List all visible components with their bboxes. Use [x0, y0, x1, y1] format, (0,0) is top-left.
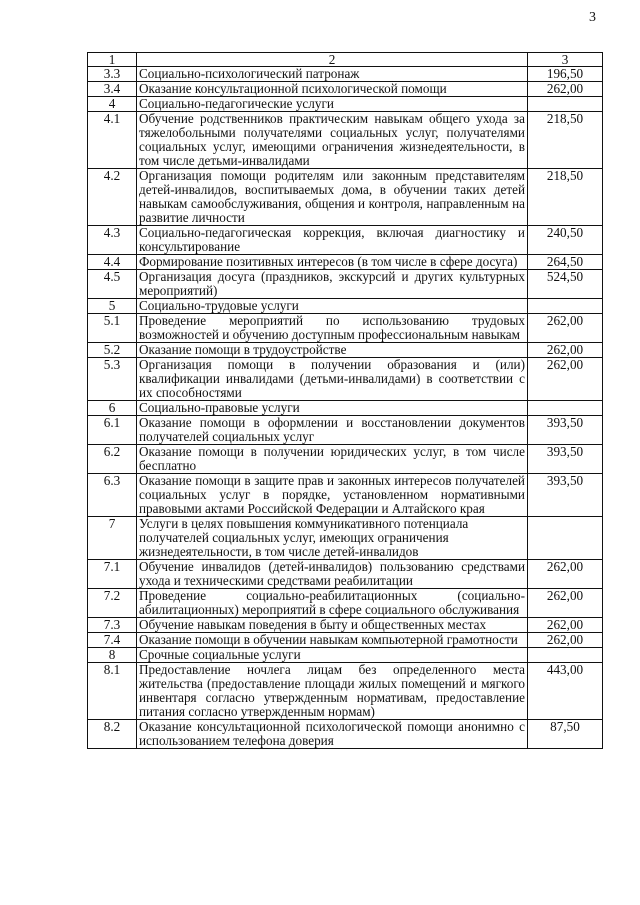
- row-price: 262,00: [528, 633, 603, 648]
- services-price-table: [87, 52, 603, 749]
- row-number: 8: [88, 648, 137, 663]
- row-service-name: Предоставление ночлега лицам без определенного места жительства (предоставление площади жилых помещений и мягкого инвентаря согласно утвержденным нормативам, предоставление питания согласно утвержденным нормам): [137, 663, 528, 720]
- row-price: 393,50: [528, 445, 603, 474]
- table-header-row: [88, 53, 603, 67]
- column-header-number: 1: [88, 53, 137, 67]
- table-row: [88, 474, 603, 517]
- row-number: 7.2: [88, 589, 137, 618]
- table-row: [88, 67, 603, 82]
- row-number: 6.3: [88, 474, 137, 517]
- row-service-name: Социально-педагогическая коррекция, включая диагностику и консультирование: [137, 226, 528, 255]
- row-price: 218,50: [528, 169, 603, 226]
- table-section-row: [88, 299, 603, 314]
- row-price: [528, 401, 603, 416]
- row-price: 240,50: [528, 226, 603, 255]
- table-section-row: [88, 97, 603, 112]
- row-price: 393,50: [528, 416, 603, 445]
- row-service-name: Социально-правовые услуги: [137, 401, 528, 416]
- row-number: 3.3: [88, 67, 137, 82]
- page-number: 3: [589, 10, 596, 25]
- row-number: 3.4: [88, 82, 137, 97]
- table-row: [88, 255, 603, 270]
- row-service-name: Оказание помощи в получении юридических услуг, в том числе бесплатно: [137, 445, 528, 474]
- table-section-row: [88, 401, 603, 416]
- row-number: 4.5: [88, 270, 137, 299]
- row-price: 524,50: [528, 270, 603, 299]
- row-number: 6.1: [88, 416, 137, 445]
- row-price: [528, 517, 603, 560]
- table-row: [88, 560, 603, 589]
- table-row: [88, 343, 603, 358]
- table-row: [88, 82, 603, 97]
- table-row: [88, 358, 603, 401]
- row-service-name: Оказание помощи в трудоустройстве: [137, 343, 528, 358]
- row-number: 4.4: [88, 255, 137, 270]
- table-row: [88, 618, 603, 633]
- table-row: [88, 226, 603, 255]
- row-service-name: Проведение социально-реабилитационных (социально-абилитационных) мероприятий в сфере социального обслуживания: [137, 589, 528, 618]
- row-number: 5.1: [88, 314, 137, 343]
- row-service-name: Обучение инвалидов (детей-инвалидов) пользованию средствами ухода и техническими средствами реабилитации: [137, 560, 528, 589]
- row-number: 6.2: [88, 445, 137, 474]
- row-number: 5.3: [88, 358, 137, 401]
- row-price: 262,00: [528, 82, 603, 97]
- table-row: [88, 314, 603, 343]
- row-service-name: Социально-психологический патронаж: [137, 67, 528, 82]
- row-service-name: Срочные социальные услуги: [137, 648, 528, 663]
- row-price: [528, 299, 603, 314]
- row-price: 262,00: [528, 560, 603, 589]
- row-service-name: Социально-трудовые услуги: [137, 299, 528, 314]
- row-number: 8.2: [88, 720, 137, 749]
- row-service-name: Оказание помощи в защите прав и законных интересов получателей социальных услуг в порядке, установленном нормативными правовыми актами Российской Федерации и Алтайского края: [137, 474, 528, 517]
- row-service-name: Обучение родственников практическим навыкам общего ухода за тяжелобольными получателями социальных услуг, получателями социальных услуг, имеющими ограничения жизнедеятельности, в том числе детьми-инвалидами: [137, 112, 528, 169]
- row-service-name: Оказание консультационной психологической помощи анонимно с использованием телефона доверия: [137, 720, 528, 749]
- table-row: [88, 112, 603, 169]
- column-header-price: 3: [528, 53, 603, 67]
- table-row: [88, 169, 603, 226]
- row-price: 218,50: [528, 112, 603, 169]
- row-service-name: Формирование позитивных интересов (в том числе в сфере досуга): [137, 255, 528, 270]
- row-number: 7: [88, 517, 137, 560]
- row-number: 8.1: [88, 663, 137, 720]
- row-service-name: Услуги в целях повышения коммуникативного потенциала получателей социальных услуг, имеющих ограничения жизнедеятельности, в том числе детей-инвалидов: [137, 517, 528, 560]
- row-number: 5.2: [88, 343, 137, 358]
- table-row: [88, 589, 603, 618]
- table-row: [88, 270, 603, 299]
- row-service-name: Организация помощи родителям или законным представителям детей-инвалидов, воспитываемых дома, в обучении таких детей навыкам самообслуживания, общения и контроля, направленным на развитие личности: [137, 169, 528, 226]
- row-service-name: Оказание помощи в оформлении и восстановлении документов получателей социальных услуг: [137, 416, 528, 445]
- row-price: 264,50: [528, 255, 603, 270]
- row-number: 7.4: [88, 633, 137, 648]
- row-service-name: Проведение мероприятий по использованию трудовых возможностей и обучению доступным профессиональным навыкам: [137, 314, 528, 343]
- table-row: [88, 720, 603, 749]
- row-service-name: Организация досуга (праздников, экскурсий и других культурных мероприятий): [137, 270, 528, 299]
- row-price: 262,00: [528, 589, 603, 618]
- row-price: [528, 97, 603, 112]
- row-number: 4.3: [88, 226, 137, 255]
- row-service-name: Социально-педагогические услуги: [137, 97, 528, 112]
- row-price: 393,50: [528, 474, 603, 517]
- row-price: 196,50: [528, 67, 603, 82]
- table-section-row: [88, 517, 603, 560]
- row-number: 5: [88, 299, 137, 314]
- table-section-row: [88, 648, 603, 663]
- row-price: 262,00: [528, 343, 603, 358]
- row-price: 262,00: [528, 314, 603, 343]
- table-row: [88, 416, 603, 445]
- row-number: 4.1: [88, 112, 137, 169]
- row-number: 4: [88, 97, 137, 112]
- row-number: 7.3: [88, 618, 137, 633]
- row-price: 262,00: [528, 618, 603, 633]
- column-header-service: 2: [137, 53, 528, 67]
- table-row: [88, 445, 603, 474]
- row-service-name: Обучение навыкам поведения в быту и общественных местах: [137, 618, 528, 633]
- row-service-name: Оказание помощи в обучении навыкам компьютерной грамотности: [137, 633, 528, 648]
- row-service-name: Организация помощи в получении образования и (или) квалификации инвалидами (детьми-инвалидами) в соответствии с их способностями: [137, 358, 528, 401]
- row-number: 6: [88, 401, 137, 416]
- row-price: 262,00: [528, 358, 603, 401]
- row-price: [528, 648, 603, 663]
- row-price: 443,00: [528, 663, 603, 720]
- row-number: 4.2: [88, 169, 137, 226]
- table-row: [88, 663, 603, 720]
- table-row: [88, 633, 603, 648]
- row-service-name: Оказание консультационной психологической помощи: [137, 82, 528, 97]
- row-number: 7.1: [88, 560, 137, 589]
- row-price: 87,50: [528, 720, 603, 749]
